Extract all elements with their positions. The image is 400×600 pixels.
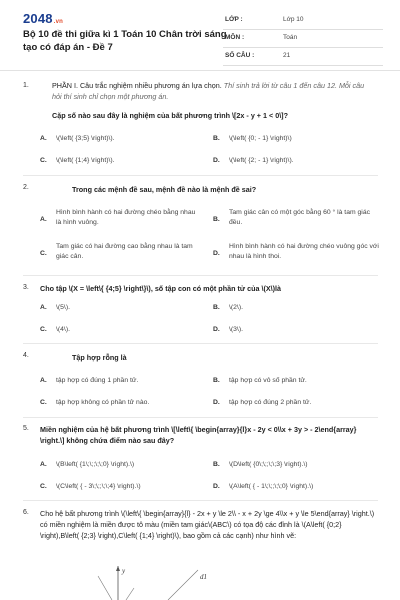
meta-table xyxy=(223,12,383,66)
document-title: Bộ 10 đề thi giữa kì 1 Toán 10 Chân trời sáng tạo có đáp án - Đề 7 xyxy=(23,29,227,53)
question-number: 5. xyxy=(23,425,29,432)
question-prompt: Cặp số nào sau đây là nghiệm của bất phương trình \[2x - y + 1 < 0\]? xyxy=(52,111,288,120)
meta-key: LỚP : xyxy=(225,16,243,23)
document-header xyxy=(0,0,400,71)
divider xyxy=(23,500,378,501)
question-text xyxy=(52,80,372,102)
section-heading: PHẦN I. Câu trắc nghiệm nhiều phương án lựa chọn. xyxy=(52,81,222,90)
divider xyxy=(23,275,378,276)
coordinate-figure xyxy=(48,566,388,600)
meta-row-count xyxy=(223,48,383,66)
question-number: 1. xyxy=(23,82,29,89)
question-text: Cho hệ bất phương trình \(\left\{ \begin{array}{l} - 2x + y \le 2\\ - x + 2y \ge 4\\x + y \le 5\end{array} \right.\) có miền nghiệm là miền được tô màu (miền tam giác\(ABC\) có tọa độ các đỉnh là \(A\left( {0;2} \right),B\left( {2;3} \right),C\left( {1;4} \right)\), bao gồm cả các cạnh) như hình vẽ: xyxy=(40,509,375,540)
divider xyxy=(23,343,378,344)
meta-row-subject xyxy=(223,30,383,48)
figure-background xyxy=(48,566,388,600)
question-text: Trong các mệnh đề sau, mệnh đề nào là mệnh đề sai? xyxy=(72,185,257,194)
question-number: 4. xyxy=(23,352,29,359)
question-number: 6. xyxy=(23,509,29,516)
question-number: 3. xyxy=(23,284,29,291)
question-text: Cho tập \(X = \left\{ {4;5} \right\}\), số tập con có một phần tử của \(X\)là xyxy=(40,284,282,293)
y-axis-label: y xyxy=(122,567,126,575)
divider xyxy=(23,417,378,418)
line-label-d1: d1 xyxy=(200,573,207,581)
meta-key: SỐ CÂU : xyxy=(225,52,255,59)
divider xyxy=(23,175,378,176)
site-logo[interactable]: 2048.vn xyxy=(23,11,64,26)
meta-row-class xyxy=(223,12,383,30)
question-text: Miền nghiệm của hệ bất phương trình \[\left\{ \begin{array}{l}x - 2y < 0\\x + 3y > - 2\end{array} \right.\] không chứa điểm nào sau đây? xyxy=(40,425,357,445)
question-text: Tập hợp rỗng là xyxy=(72,353,127,362)
meta-value: Lớp 10 xyxy=(283,16,304,23)
question-number: 2. xyxy=(23,184,29,191)
section-hint: Thí sinh trả lời từ câu 1 đến câu 12. Mỗi câu hỏi thí sinh chỉ chọn một phương án. xyxy=(52,81,365,101)
meta-value: Toán xyxy=(283,34,298,41)
meta-key: MÔN : xyxy=(225,34,245,41)
meta-value: 21 xyxy=(283,52,291,59)
document-page: 2048.vn Bộ 10 đề thi giữa kì 1 Toán 10 Chân trời sáng tạo có đáp án - Đề 7 LỚP : Lớp 10 MÔN : Toán SỐ CÂU : 21 1. PHẦN I. Câu trắc nghiệm nhiều phương án lựa chọn. Thí sinh trả lời từ câu 1 đến câu 12. Mỗi câu hỏi thí sinh chỉ chọn một phương án. Cặp số nào sau đây là nghiệm của bất phương trình \[2x - y + 1 < 0\]? A. \(\left( {3;5} \right)\). B. \(\left( {0; - 1} \right)\) C. \(\left( {1;4} \right)\). D. \(\left( {2; - 1} \right)\). 2. Trong các mệnh đề sau, mệnh đề nào là mệnh đề sai? A. Hình bình hành có hai đường chéo bằng nhau là hình vuông. B. Tam giác cân có một góc bằng 60 ° là tam giác đều. C. Tam giác có hai đường cao bằng nhau là tam giác cân. D. Hình bình hành có hai đường chéo vuông góc với nhau là hình thoi. 3. Cho tập \(X = \left\{ {4;5} \right\}\), số tập con có một phần tử của \(X\)là A. \(5\). B. \(2\). C. \(4\). D. \(3\). 4. Tập hợp rỗng là A. tập hợp có đúng 1 phần tử. B. tập hợp có vô số phần tử. C. tập hợp không có phần tử nào. D. tập hợp có đúng 2 phần tử. 5. Miền nghiệm của hệ bất phương trình \[\left\{ \begin{array}{l}x - 2y < 0\\x + 3y > - 2\end{array} \right.\] không chứa điểm nào sau đây? A. \(B\left( {1\;\;;\;\;0} \right).\) B. \(D\left( {0\;\;;\;\;3} \right).\) C. \(C\left( { - 3\;\;;\;\;4} \right).\) D. \(A\left( { - 1\;\;;\;\;0} \right).\) 6. Cho hệ bất phương trình \(\left\{ \begin{array}{l} - 2x + y \le 2\\ - x + 2y \ge 4\\x + y \le 5\end{array} \right.\) có miền nghiệm là miền được tô màu (miền tam giác\(ABC\) có tọa độ các đỉnh là \(A\left( {0;2} \right),B\left( {2;3} \right),C\left( {1;4} \right)\), bao gồm cả các cạnh) như hình vẽ: y d1 xyxy=(0,0,400,600)
